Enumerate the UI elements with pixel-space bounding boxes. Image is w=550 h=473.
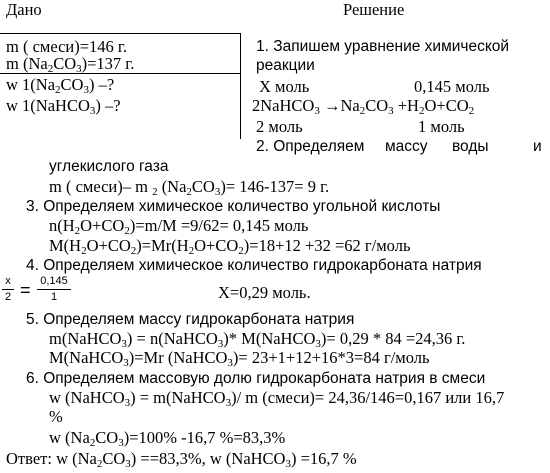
proportion-fraction-value: 0,145 1 — [37, 275, 71, 304]
step2-word-1: 2. Определяем — [256, 138, 365, 155]
answer-line: Ответ: w $(Na_2CO_3) ==83,3\%$, w (NaHCO$_3$) =16,7 % — [6, 449, 357, 470]
given-mass-mixture: m ( смеси)=146 г. — [6, 37, 127, 56]
find-w-nahco3: w 1(NaHCO$_3$) –? — [6, 96, 121, 117]
step1-equation: 2NaHCO$_3$ $\to Na_2CO_3 +H_2O+CO_2$ — [252, 96, 475, 117]
given-header: Дано — [6, 0, 42, 19]
proportion-equals: = — [20, 280, 31, 300]
find-w-na2co3: w $1(Na_2CO_3)$ –? — [6, 75, 115, 96]
step1-above-right: 0,145 моль — [414, 77, 490, 96]
step3-title: 3. Определяем химическое количество угольной кислоты — [26, 198, 441, 215]
step2-word-2: массу — [385, 138, 428, 155]
step1-above-left: X моль — [259, 77, 310, 96]
proportion-fraction-x: x 2 — [2, 275, 14, 304]
step6-line2: % — [49, 407, 63, 426]
step4-result: X=0,29 моль. — [218, 283, 311, 302]
step6-line3: w $(Na_2CO_3)=100\%$ -16,7 %=83,3% — [49, 428, 286, 449]
step2-calc: m ( смеси)– m $_2$ $(Na_2CO_3)= 146-137= 9$ г. — [49, 177, 330, 198]
step1-title-cont: реакции — [256, 57, 315, 74]
step3-line1: $n(H_2O+CO_2)=m/M =9/62= 0,145$ моль — [49, 216, 309, 237]
step5-title: 5. Определяем массу гидрокарбоната натрия — [26, 311, 355, 328]
step2-word-3: воды — [452, 138, 489, 155]
step1-title: 1. Запишем уравнение химической — [256, 38, 510, 55]
step5-line2: M(NaHCO$_3$)=Mr (NaHCO$_3$)= 23+1+12+16*3=84 г/моль — [49, 348, 430, 369]
step2-word-4: и — [533, 138, 542, 155]
step2-title-cont: углекислого газа — [49, 158, 169, 175]
given-mass-na2co3: m $(Na_2CO_3)=137$ г. — [6, 54, 135, 75]
step6-line1: w (NaHCO$_3$) = m(NaHCO$_3$)/ m (смеси)= 24,36/146=0,167 или 16,7 — [49, 388, 505, 409]
step1-below-right: 1 моль — [418, 117, 465, 136]
step1-below-left: 2 моль — [256, 117, 303, 136]
solution-header: Решение — [343, 0, 405, 19]
step3-line2: $M(H_2O+CO_2)=Mr(H_2O+CO_2)=18+12 +32 =62$ г/моль — [49, 236, 411, 257]
step5-line1: m(NaHCO$_3$) = n(NaHCO$_3$)* M(NaHCO$_3$)= 0,29 * 84 =24,36 г. — [49, 329, 466, 350]
step4-title: 4. Определяем химическое количество гидрокарбоната натрия — [26, 257, 482, 274]
vertical-divider-line — [240, 33, 241, 139]
header-divider-line — [0, 33, 240, 34]
step6-title: 6. Определяем массовую долю гидрокарбоната натрия в смеси — [26, 370, 486, 387]
